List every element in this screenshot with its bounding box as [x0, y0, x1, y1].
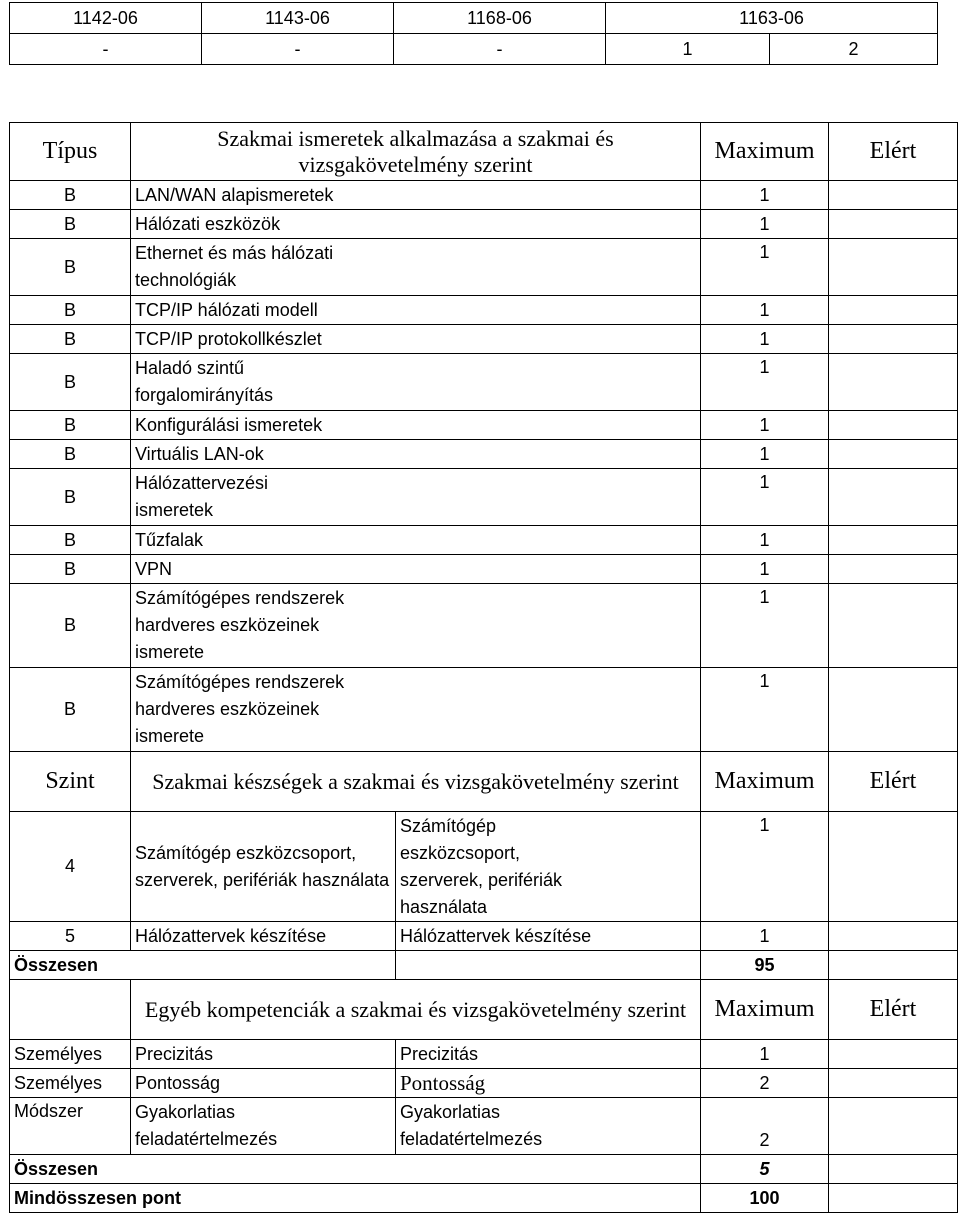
col-desc-header: Szakmai ismeretek alkalmazása a szakmai és vizsgakövetelmény szerint — [131, 123, 701, 181]
total-row — [10, 951, 958, 980]
empty-header-cell — [10, 980, 131, 1040]
desc-cell: LAN/WAN alapismeretek — [131, 181, 701, 210]
achieved-cell — [829, 325, 958, 354]
desc-cell: Virtuális LAN-ok — [131, 440, 701, 469]
value-cell: 1 — [606, 34, 770, 65]
desc-cell: TCP/IP hálózati modell — [131, 296, 701, 325]
table-row — [10, 584, 958, 668]
type-cell: B — [10, 555, 131, 584]
desc-text: Számítógép eszközcsoport, szerverek, perifériák használata — [400, 815, 563, 917]
desc-text: Számítógépes rendszerek hardveres eszközeinek ismerete — [135, 672, 345, 746]
code-row — [10, 3, 938, 34]
desc-text: Ethernet és más hálózati technológiák — [135, 243, 334, 290]
total-row — [10, 1155, 958, 1184]
total-value: 95 — [701, 951, 829, 980]
achieved-cell — [829, 812, 958, 922]
desc-text: Hálózattervezési ismeretek — [135, 473, 269, 520]
desc-a-cell: Számítógép eszközcsoport, szerverek, perifériák használata — [131, 812, 396, 922]
achieved-cell — [829, 951, 958, 980]
desc-cell: VPN — [131, 555, 701, 584]
achieved-cell — [829, 1069, 958, 1098]
achieved-cell — [829, 584, 958, 668]
max-cell: 1 — [701, 239, 829, 296]
table-row — [10, 1069, 958, 1098]
max-cell: 1 — [701, 812, 829, 922]
total-value: 5 — [701, 1155, 829, 1184]
desc-cell — [131, 668, 701, 752]
value-cell: 2 — [770, 34, 938, 65]
type-cell: Módszer — [10, 1098, 131, 1155]
type-cell: Személyes — [10, 1069, 131, 1098]
desc-a-cell — [131, 1098, 396, 1155]
desc-text: Számítógépes rendszerek hardveres eszközeinek ismerete — [135, 588, 345, 662]
total-label: Összesen — [10, 1155, 701, 1184]
desc-cell — [131, 584, 701, 668]
achieved-cell — [829, 555, 958, 584]
grand-total-value: 100 — [701, 1184, 829, 1213]
achieved-cell — [829, 1155, 958, 1184]
value-row — [10, 34, 938, 65]
achieved-cell — [829, 411, 958, 440]
achieved-cell — [829, 181, 958, 210]
table-row — [10, 181, 958, 210]
level-cell: 4 — [10, 812, 131, 922]
type-cell: Személyes — [10, 1040, 131, 1069]
desc-cell: Hálózati eszközök — [131, 210, 701, 239]
table-row — [10, 354, 958, 411]
code-cell: 1168-06 — [394, 3, 606, 34]
col-desc-header: Szakmai készségek a szakmai és vizsgakövetelmény szerint — [131, 752, 701, 812]
section2-header — [10, 752, 958, 812]
section3-header — [10, 980, 958, 1040]
summary-code-table — [9, 2, 938, 65]
desc-a-cell: Precizitás — [131, 1040, 396, 1069]
table-row — [10, 526, 958, 555]
table-row — [10, 239, 958, 296]
desc-cell — [131, 239, 701, 296]
table-row — [10, 922, 958, 951]
achieved-cell — [829, 1098, 958, 1155]
value-cell: - — [394, 34, 606, 65]
table-row — [10, 469, 958, 526]
desc-b-cell: Hálózattervek készítése — [396, 922, 701, 951]
desc-b-cell: Pontosság — [396, 1069, 701, 1098]
empty-cell — [396, 951, 701, 980]
table-row — [10, 411, 958, 440]
max-cell: 1 — [701, 440, 829, 469]
max-cell: 1 — [701, 411, 829, 440]
table-row — [10, 210, 958, 239]
level-cell: 5 — [10, 922, 131, 951]
col-achieved-header: Elért — [829, 123, 958, 181]
desc-text: Gyakorlatias feladatértelmezés — [135, 1102, 278, 1149]
max-cell: 1 — [701, 584, 829, 668]
desc-b-cell — [396, 1098, 701, 1155]
desc-cell: Tűzfalak — [131, 526, 701, 555]
desc-a-cell: Pontosság — [131, 1069, 396, 1098]
achieved-cell — [829, 922, 958, 951]
section1-header — [10, 123, 958, 181]
table-row — [10, 555, 958, 584]
max-cell: 1 — [701, 668, 829, 752]
max-cell: 1 — [701, 296, 829, 325]
desc-text: Gyakorlatias feladatértelmezés — [400, 1102, 543, 1149]
col-max-header: Maximum — [701, 752, 829, 812]
col-level-header: Szint — [10, 752, 131, 812]
type-cell: B — [10, 668, 131, 752]
score-table — [9, 122, 958, 1213]
table-row — [10, 296, 958, 325]
type-cell: B — [10, 526, 131, 555]
desc-cell — [131, 354, 701, 411]
type-cell: B — [10, 210, 131, 239]
grand-total-label: Mindösszesen pont — [10, 1184, 701, 1213]
max-cell: 1 — [701, 922, 829, 951]
type-cell: B — [10, 440, 131, 469]
desc-a-cell: Hálózattervek készítése — [131, 922, 396, 951]
code-cell: 1142-06 — [10, 3, 202, 34]
achieved-cell — [829, 239, 958, 296]
value-cell: - — [202, 34, 394, 65]
table-row — [10, 668, 958, 752]
code-cell: 1163-06 — [606, 3, 938, 34]
table-row — [10, 440, 958, 469]
grand-total-row — [10, 1184, 958, 1213]
type-cell: B — [10, 469, 131, 526]
achieved-cell — [829, 1184, 958, 1213]
table-row — [10, 812, 958, 922]
col-max-header: Maximum — [701, 123, 829, 181]
achieved-cell — [829, 354, 958, 411]
desc-b-cell: Precizitás — [396, 1040, 701, 1069]
value-cell: - — [10, 34, 202, 65]
achieved-cell — [829, 668, 958, 752]
desc-cell — [131, 469, 701, 526]
max-cell: 1 — [701, 555, 829, 584]
desc-text: Haladó szintű forgalomirányítás — [135, 358, 274, 405]
col-desc-header: Egyéb kompetenciák a szakmai és vizsgakövetelmény szerint — [131, 980, 701, 1040]
type-cell: B — [10, 239, 131, 296]
desc-cell: Konfigurálási ismeretek — [131, 411, 701, 440]
max-cell: 1 — [701, 181, 829, 210]
col-achieved-header: Elért — [829, 752, 958, 812]
table-row — [10, 1098, 958, 1155]
achieved-cell — [829, 210, 958, 239]
col-achieved-header: Elért — [829, 980, 958, 1040]
max-cell: 1 — [701, 354, 829, 411]
achieved-cell — [829, 440, 958, 469]
max-cell: 1 — [701, 210, 829, 239]
max-cell: 2 — [701, 1098, 829, 1155]
type-cell: B — [10, 325, 131, 354]
achieved-cell — [829, 1040, 958, 1069]
max-cell: 1 — [701, 325, 829, 354]
type-cell: B — [10, 296, 131, 325]
achieved-cell — [829, 296, 958, 325]
achieved-cell — [829, 469, 958, 526]
col-max-header: Maximum — [701, 980, 829, 1040]
col-type-header: Típus — [10, 123, 131, 181]
type-cell: B — [10, 354, 131, 411]
table-row — [10, 1040, 958, 1069]
max-cell: 2 — [701, 1069, 829, 1098]
type-cell: B — [10, 584, 131, 668]
code-cell: 1143-06 — [202, 3, 394, 34]
table-row — [10, 325, 958, 354]
total-label: Összesen — [10, 951, 396, 980]
type-cell: B — [10, 181, 131, 210]
achieved-cell — [829, 526, 958, 555]
type-cell: B — [10, 411, 131, 440]
max-cell: 1 — [701, 469, 829, 526]
max-cell: 1 — [701, 1040, 829, 1069]
desc-cell: TCP/IP protokollkészlet — [131, 325, 701, 354]
desc-b-cell — [396, 812, 701, 922]
max-cell: 1 — [701, 526, 829, 555]
